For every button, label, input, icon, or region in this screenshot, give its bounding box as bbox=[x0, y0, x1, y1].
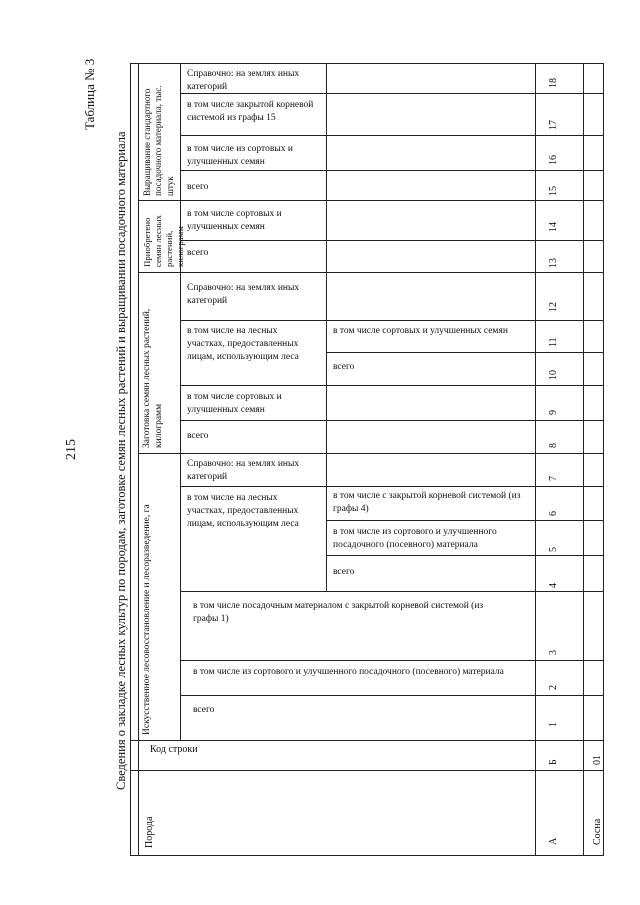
divider bbox=[583, 63, 584, 856]
divider bbox=[326, 63, 327, 591]
row-breed-value: Сосна bbox=[592, 818, 603, 845]
col-num-7: 7 bbox=[548, 476, 559, 481]
col-7-header: Справочно: на землях иных категорий bbox=[187, 459, 300, 482]
col-15-header: всего bbox=[187, 182, 209, 192]
col-num-B: Б bbox=[548, 759, 559, 765]
divider bbox=[130, 740, 604, 741]
divider bbox=[180, 385, 604, 386]
col-num-18: 18 bbox=[548, 78, 559, 88]
divider bbox=[180, 486, 604, 487]
divider bbox=[326, 520, 604, 521]
col-num-5: 5 bbox=[548, 547, 559, 552]
divider bbox=[180, 695, 604, 696]
col-num-1: 1 bbox=[548, 722, 559, 727]
group-seeds-harvest-label: Заготовка семян лесных растений, килограмм bbox=[142, 308, 164, 448]
col-9-header: в том числе сортовых и улучшенных семян bbox=[187, 392, 282, 415]
group-seeds-purchased-label: Приобретено семян лесных растений, килограмм bbox=[142, 215, 185, 267]
col-4-6-leased-header: в том числе на лесных участках, предоставленных лицам, использующим леса bbox=[187, 493, 299, 529]
col-14-header: в том числе сортовых и улучшенных семян bbox=[187, 209, 282, 232]
col-num-2: 2 bbox=[548, 685, 559, 690]
table-label: Таблица № 3 bbox=[82, 58, 97, 130]
divider bbox=[535, 63, 536, 856]
divider bbox=[138, 200, 604, 201]
divider bbox=[326, 352, 604, 353]
col-num-3: 3 bbox=[548, 650, 559, 655]
col-num-12: 12 bbox=[548, 302, 559, 312]
col-2-header: в том числе из сортового и улучшенного посадочного (посевного) материала bbox=[193, 667, 504, 677]
col-num-15: 15 bbox=[548, 186, 559, 196]
divider bbox=[180, 240, 604, 241]
col-num-16: 16 bbox=[548, 155, 559, 165]
col-10-11-leased-header: в том числе на лесных участках, предоставленных лицам, использующим леса bbox=[187, 326, 299, 362]
group-seeds-purchased bbox=[142, 203, 186, 267]
col-18-header: Справочно: на землях иных категорий bbox=[187, 69, 300, 92]
divider bbox=[180, 660, 604, 661]
table-title: Сведения о закладке лесных культур по породам, заготовке семян лесных растений и выращивании посадочного материала bbox=[114, 131, 128, 790]
divider bbox=[180, 135, 604, 136]
col-1-header: всего bbox=[193, 705, 215, 715]
group-planting-stock bbox=[142, 66, 176, 196]
col-10-header: всего bbox=[333, 362, 355, 372]
col-num-4: 4 bbox=[548, 583, 559, 588]
divider bbox=[138, 453, 604, 454]
row-code-header: Код строки bbox=[150, 744, 198, 755]
col-4-header: всего bbox=[333, 567, 355, 577]
col-num-14: 14 bbox=[548, 222, 559, 232]
col-6-header: в том числе с закрытой корневой системой (из графы 4) bbox=[333, 491, 521, 514]
col-12-header: Справочно: на землях иных категорий bbox=[187, 283, 300, 306]
col-16-header: в том числе из сортовых и улучшенных семян bbox=[187, 144, 293, 167]
col-5-header: в том числе из сортового и улучшенного посадочного (посевного) материала bbox=[333, 527, 497, 550]
col-num-10: 10 bbox=[548, 370, 559, 380]
group-reforest: Искусственное лесовосстановление и лесоразведение, га bbox=[142, 504, 152, 735]
page-number: 215 bbox=[64, 439, 79, 460]
group-seeds-harvest bbox=[142, 278, 166, 448]
col-num-17: 17 bbox=[548, 120, 559, 130]
col-num-9: 9 bbox=[548, 410, 559, 415]
divider bbox=[180, 420, 604, 421]
divider bbox=[180, 170, 604, 171]
divider bbox=[180, 320, 604, 321]
group-planting-stock-label: Выращивание стандартного посадочного материала, тыс. штук bbox=[142, 85, 175, 196]
divider bbox=[326, 555, 604, 556]
col-num-6: 6 bbox=[548, 511, 559, 516]
col-11-header: в том числе сортовых и улучшенных семян bbox=[333, 326, 508, 336]
divider bbox=[180, 63, 181, 740]
col-8-header: всего bbox=[187, 431, 209, 441]
divider bbox=[180, 591, 604, 592]
col-17-header: в том числе закрытой корневой системой из графы 15 bbox=[187, 100, 314, 123]
divider bbox=[138, 63, 139, 856]
breed-header: Порода bbox=[144, 816, 155, 848]
divider bbox=[138, 272, 604, 273]
col-num-8: 8 bbox=[548, 443, 559, 448]
row-code-value: 01 bbox=[592, 755, 603, 765]
col-num-11: 11 bbox=[548, 337, 559, 347]
col-13-header: всего bbox=[187, 248, 209, 258]
col-num-13: 13 bbox=[548, 258, 559, 268]
col-3-header: в том числе посадочным материалом с закрытой корневой системой (из графы 1) bbox=[193, 601, 484, 624]
col-num-A: А bbox=[548, 837, 559, 845]
divider bbox=[130, 770, 604, 771]
